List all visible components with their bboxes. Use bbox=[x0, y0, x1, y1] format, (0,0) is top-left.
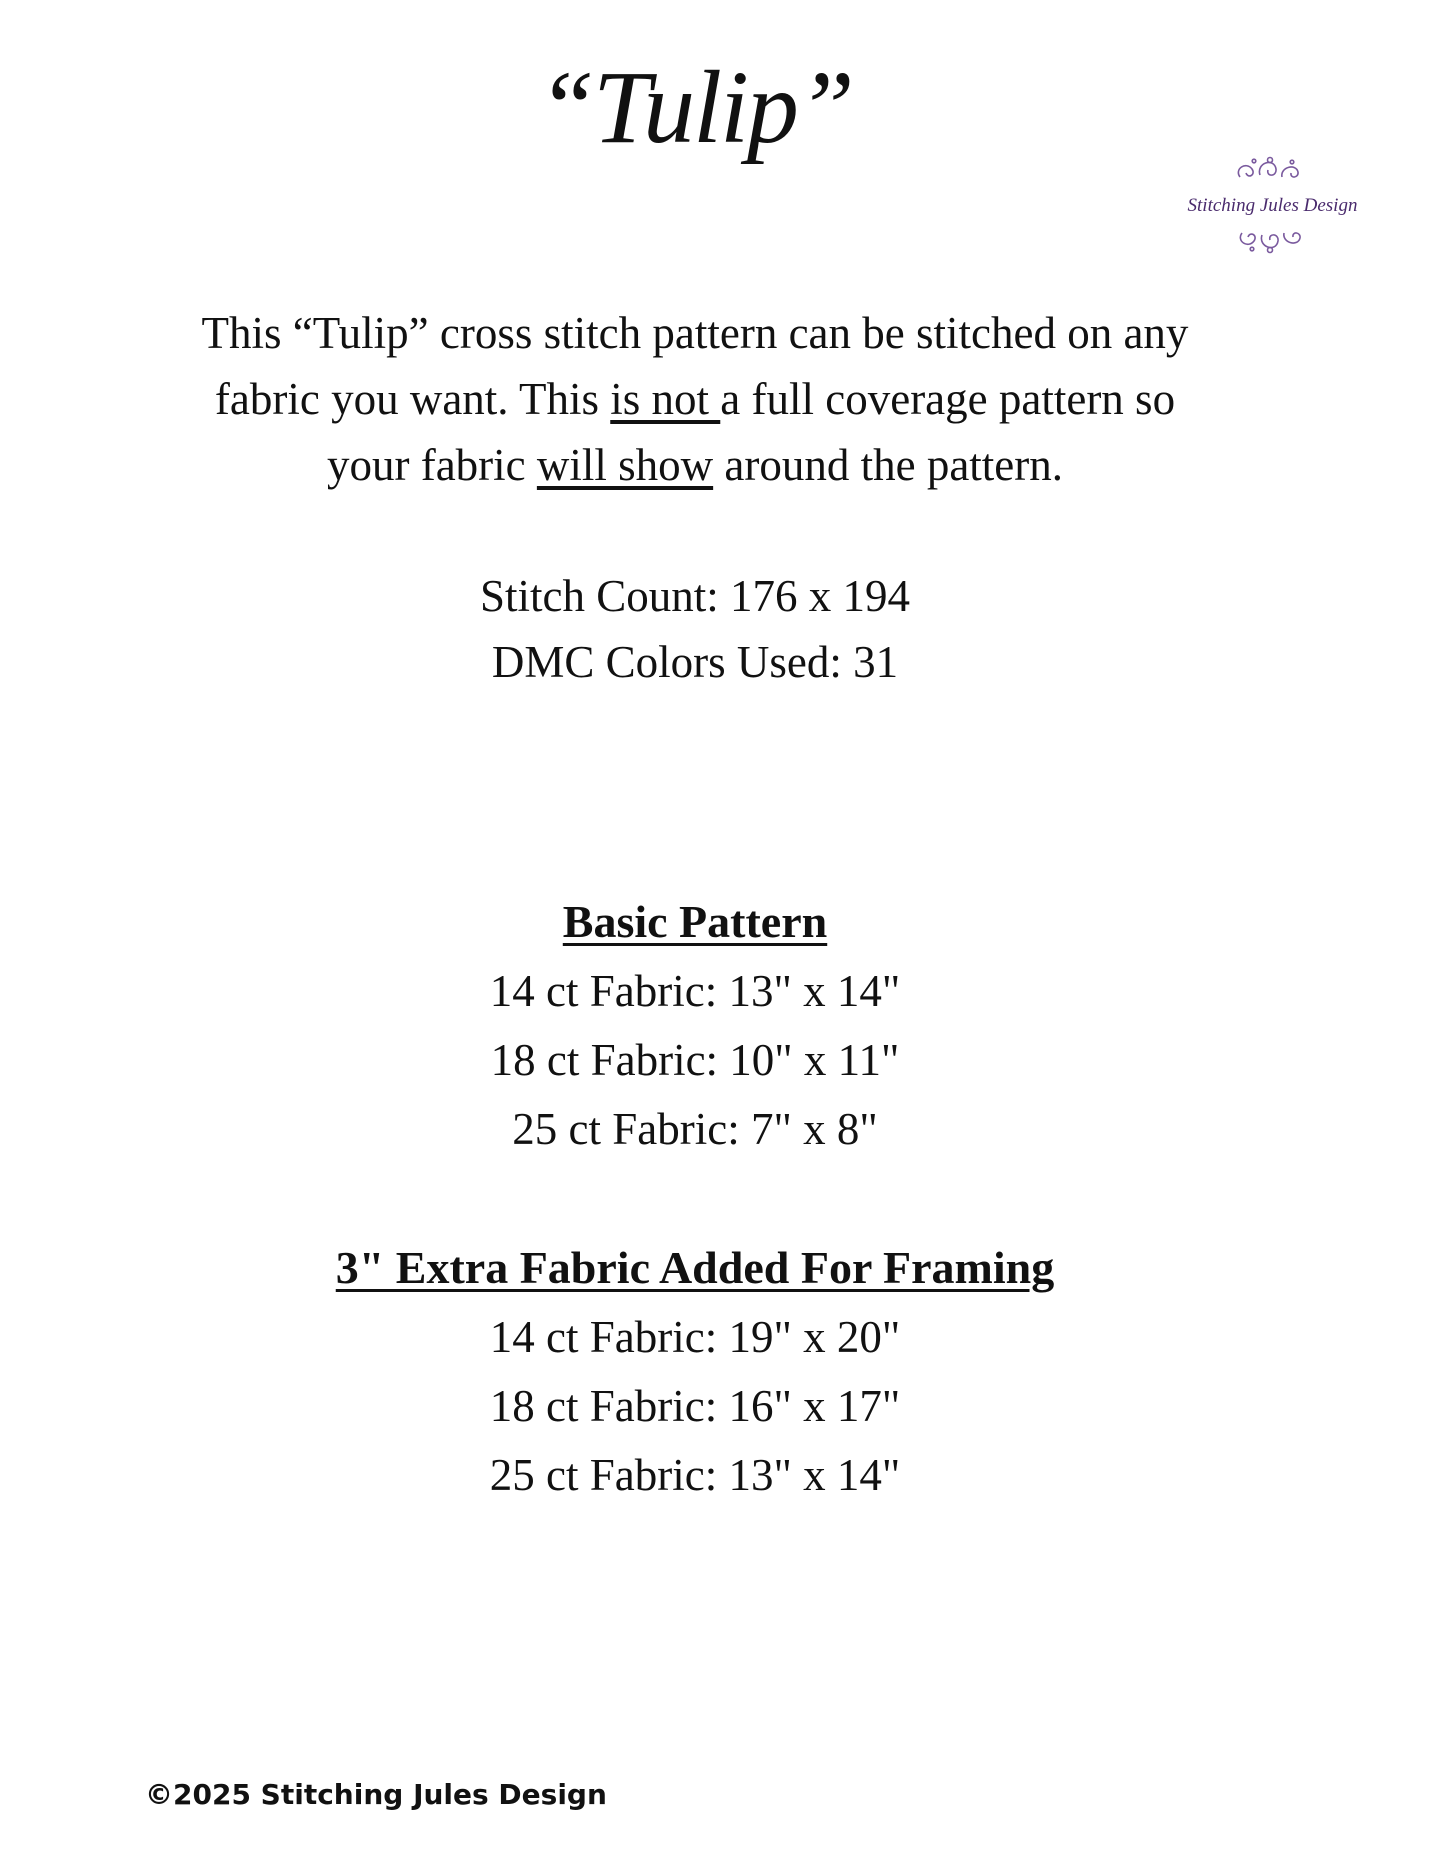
intro-line-1 bbox=[140, 300, 1250, 366]
logo-text: Stitching Jules Design bbox=[1187, 195, 1358, 216]
intro-line-2 bbox=[140, 366, 1250, 432]
intro-paragraph bbox=[140, 300, 1250, 498]
emphasis-underlined: is not bbox=[610, 374, 721, 424]
intro-text: your fabric bbox=[326, 440, 537, 490]
intro-text: This “Tulip” cross stitch pattern can be stitched on any bbox=[201, 308, 1189, 358]
fabric-size-line: 25 ct Fabric: 13" x 14" bbox=[489, 1450, 901, 1500]
fabric-size-line: 18 ct Fabric: 16" x 17" bbox=[489, 1381, 901, 1431]
intro-text: a full coverage pattern so bbox=[720, 374, 1176, 424]
dmc-colors-used: DMC Colors Used: 31 bbox=[491, 637, 899, 687]
intro-text: around the pattern. bbox=[713, 440, 1064, 490]
pattern-stats bbox=[0, 563, 1390, 695]
brand-logo bbox=[1180, 155, 1365, 265]
fabric-size-line: 25 ct Fabric: 7" x 8" bbox=[512, 1104, 878, 1154]
swirl-ornament-icon bbox=[1230, 225, 1310, 255]
emphasis-underlined: will show bbox=[536, 440, 714, 490]
page-title: “Tulip” bbox=[537, 50, 853, 165]
fabric-size-line: 14 ct Fabric: 13" x 14" bbox=[489, 966, 901, 1016]
stitch-count: Stitch Count: 176 x 194 bbox=[479, 571, 911, 621]
extra-fabric-section bbox=[0, 1233, 1390, 1510]
fabric-size-line: 18 ct Fabric: 10" x 11" bbox=[490, 1035, 900, 1085]
extra-fabric-heading: 3" Extra Fabric Added For Framing bbox=[335, 1242, 1055, 1293]
swirl-ornament-icon bbox=[1230, 155, 1310, 185]
basic-pattern-section bbox=[0, 887, 1390, 1164]
copyright-footer: ©2025 Stitching Jules Design bbox=[145, 1778, 607, 1811]
basic-pattern-heading: Basic Pattern bbox=[562, 896, 828, 947]
intro-line-3 bbox=[140, 432, 1250, 498]
fabric-size-line: 14 ct Fabric: 19" x 20" bbox=[489, 1312, 901, 1362]
intro-text: fabric you want. This bbox=[214, 374, 611, 424]
